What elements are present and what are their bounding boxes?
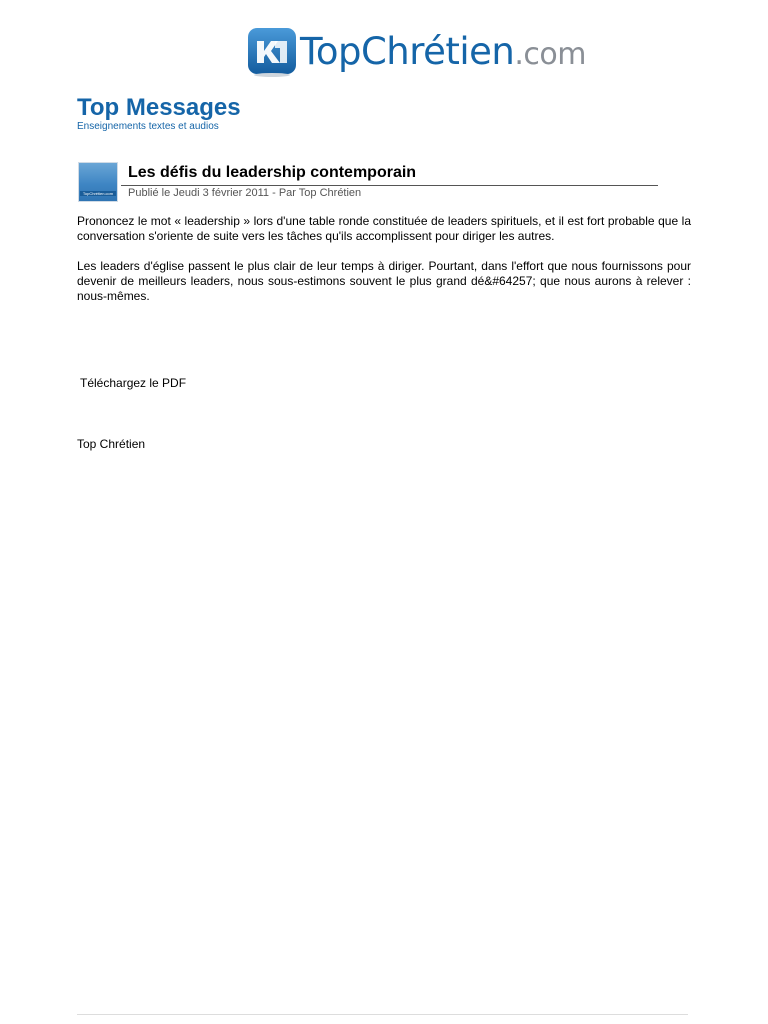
logo-brand-top: Top — [300, 30, 361, 73]
article-paragraph: Les leaders d'église passent le plus clair de leur temps à diriger. Pourtant, dans l'effort que nous fournissons pour devenir de meilleurs leaders, nous sous-estimons souvent le plus grand dé&#64257; que nous aurons à relever : nous-mêmes. — [77, 259, 691, 303]
topchretien-thumbnail-icon — [79, 163, 117, 201]
article-paragraph: Prononcez le mot « leadership » lors d'une table ronde constituée de leaders spirituels, et il est fort probable que la conversation s'oriente de suite vers les tâches qu'ils accomplissent pour diriger les autres. — [77, 214, 691, 243]
topchretien-logo-icon — [247, 27, 297, 77]
footer-divider — [77, 1014, 688, 1015]
logo-brand-chretien: Chrétien — [360, 30, 515, 73]
site-logo[interactable] — [247, 27, 586, 85]
logo-wordmark — [300, 27, 586, 80]
logo-brand-com: .com — [514, 37, 586, 72]
article-meta: Publié le Jeudi 3 février 2011 - Par Top Chrétien — [128, 187, 362, 199]
article-title: Les défis du leadership contemporain — [128, 164, 417, 181]
section-title: Top Messages — [77, 94, 241, 121]
article-signature: Top Chrétien — [77, 437, 146, 451]
section-subtitle: Enseignements textes et audios — [77, 121, 219, 132]
thumbnail-label: TopChrétien.com — [80, 191, 116, 196]
download-pdf-link[interactable]: Téléchargez le PDF — [80, 376, 187, 390]
